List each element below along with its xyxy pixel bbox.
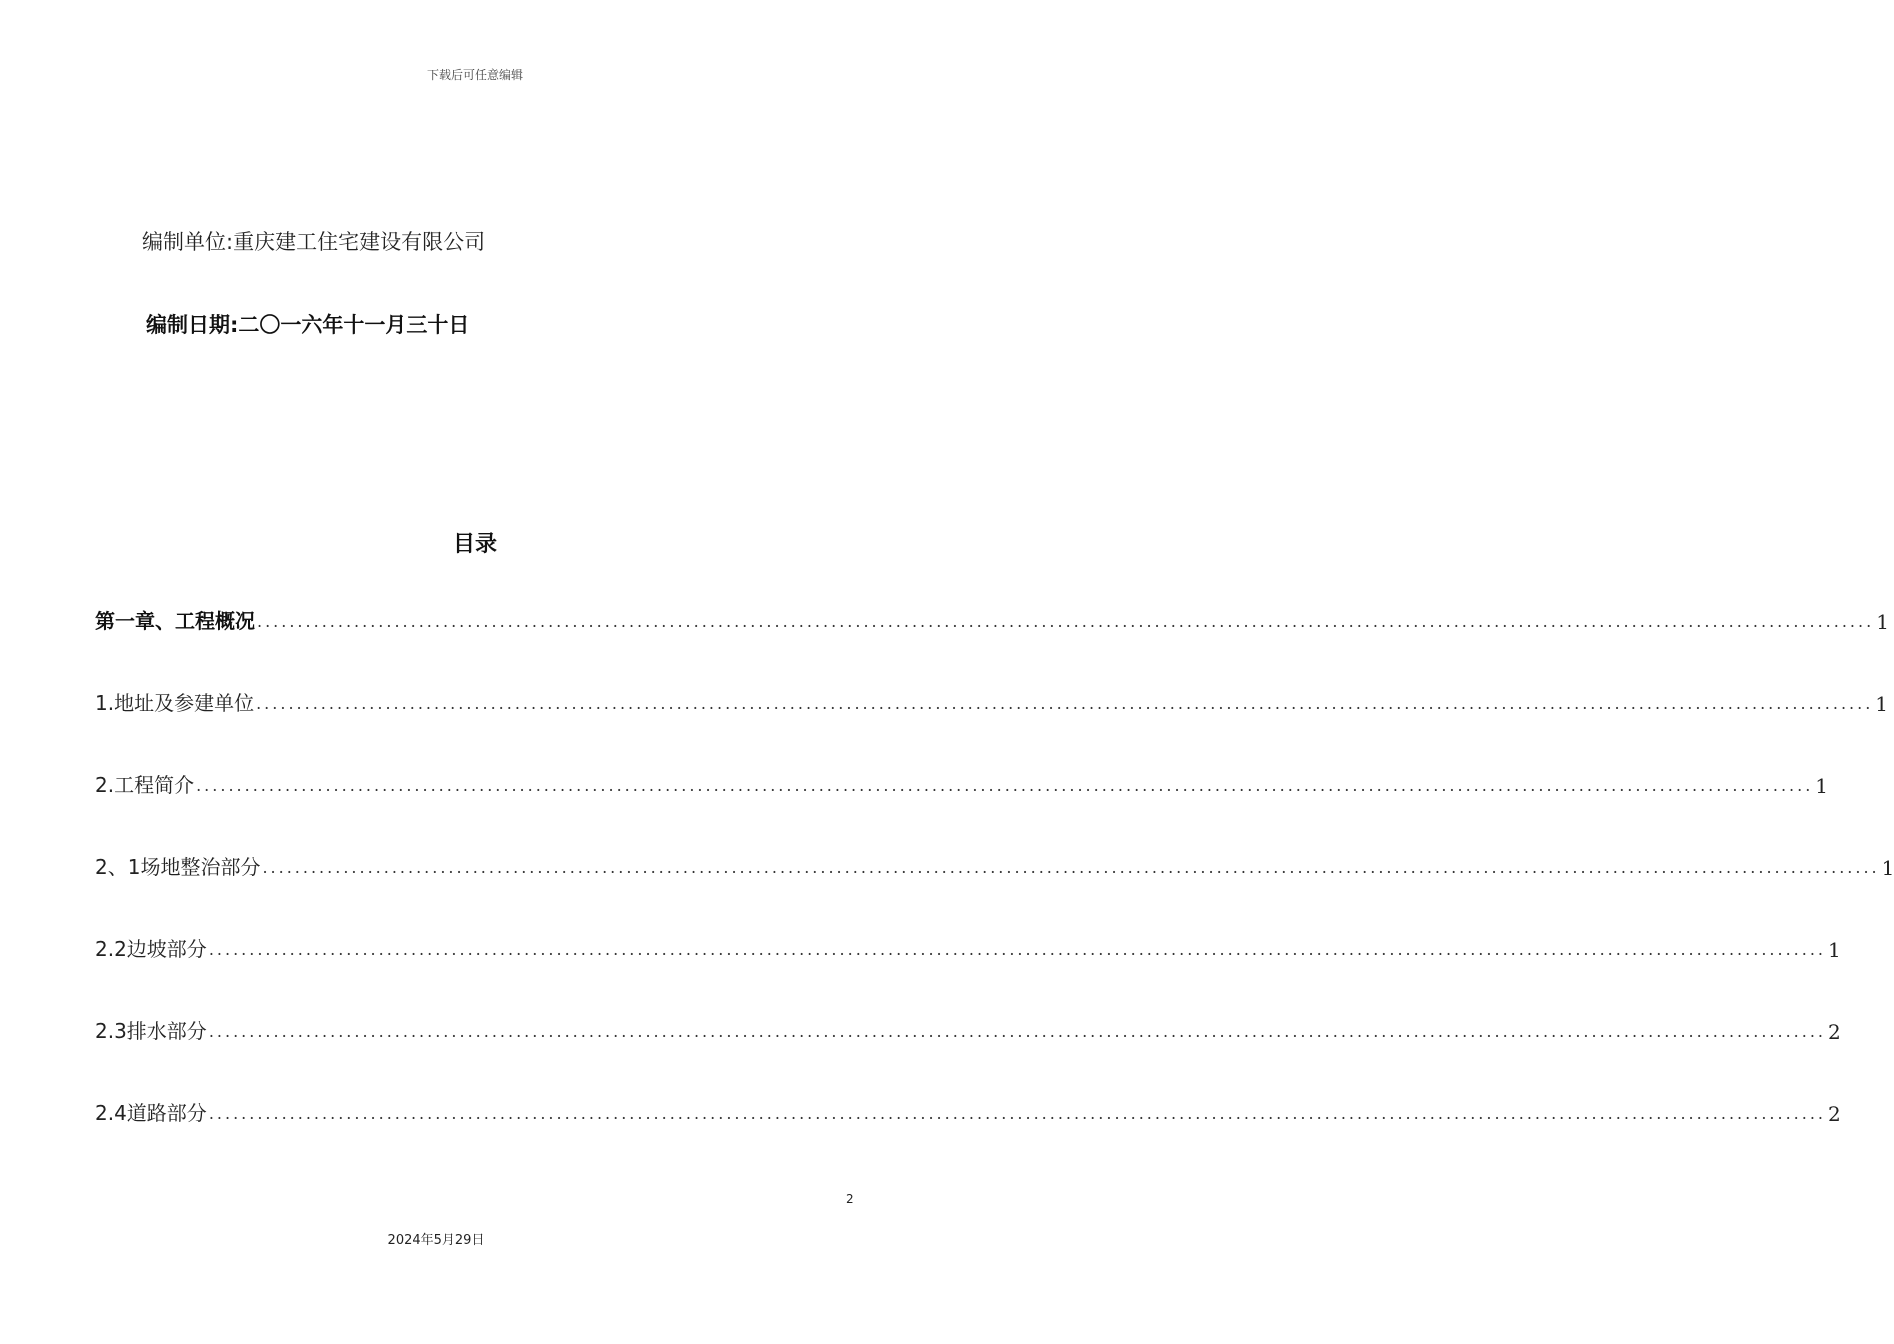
footer-date: 2024年5月29日 <box>387 1233 485 1248</box>
toc-entry-label: 2、1场地整治部分 <box>95 855 261 879</box>
toc-entry-project-intro[interactable] <box>95 766 1829 798</box>
compiling-unit: 编制单位:重庆建工住宅建设有限公司 <box>142 230 486 254</box>
toc-entry-page: 1 <box>1815 774 1829 798</box>
toc-leader-dots: ........................................................................................................................................................................................................ <box>208 940 1826 959</box>
toc-entry-page: 1 <box>1875 692 1889 716</box>
toc-entry-label: 1.地址及参建单位 <box>95 691 255 715</box>
toc-entry-page: 1 <box>1876 610 1889 634</box>
compiling-date: 编制日期:二〇一六年十一月三十日 <box>146 313 470 337</box>
toc-entry-label: 2.4道路部分 <box>95 1101 207 1125</box>
toc-entry-label: 2.3排水部分 <box>95 1019 207 1043</box>
toc-entry-page: 1 <box>1828 938 1841 962</box>
toc-entry-address[interactable] <box>95 684 1889 716</box>
toc-leader-dots: ........................................................................................................................................................................................................ <box>208 1104 1826 1123</box>
toc-entry-page: 2 <box>1828 1102 1841 1126</box>
toc-entry-drainage[interactable] <box>95 1012 1841 1044</box>
page-number: 2 <box>846 1192 854 1206</box>
toc-entry-page: 2 <box>1828 1020 1841 1044</box>
toc-entry-road[interactable] <box>95 1094 1841 1126</box>
toc-entry-label: 第一章、工程概况 <box>95 609 255 633</box>
toc-leader-dots: ........................................................................................................................................................................................................ <box>262 858 1880 877</box>
toc-leader-dots: ........................................................................................................................................................................................................ <box>256 694 1874 713</box>
toc-leader-dots: ........................................................................................................................................................................................................ <box>196 776 1814 795</box>
toc-entry-chapter-1[interactable] <box>95 602 1889 634</box>
toc-leader-dots: ........................................................................................................................................................................................................ <box>257 612 1875 631</box>
toc-leader-dots: ........................................................................................................................................................................................................ <box>208 1022 1826 1041</box>
header-note: 下载后可任意编辑 <box>426 68 523 82</box>
toc-entry-page: 1 <box>1881 856 1894 880</box>
toc-entry-label: 2.2边坡部分 <box>95 937 207 961</box>
toc-entry-slope[interactable] <box>95 930 1841 962</box>
toc-title: 目录 <box>452 532 497 557</box>
toc-entry-label: 2.工程简介 <box>95 773 195 797</box>
toc-entry-site-grading[interactable] <box>95 848 1894 880</box>
